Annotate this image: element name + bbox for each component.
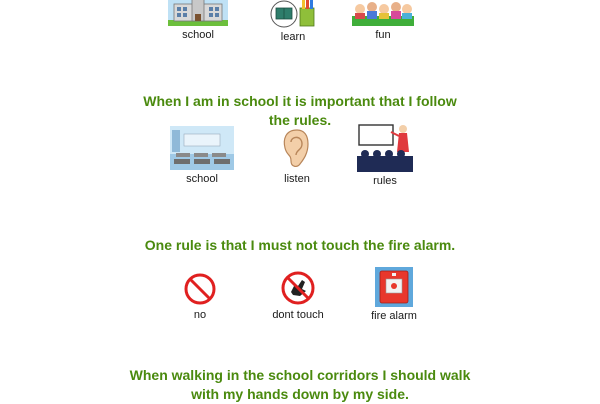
no-sign-icon [183, 272, 217, 306]
label-dont-touch: dont touch [272, 309, 324, 321]
symbol-classroom [152, 126, 252, 185]
sentence-follow-rules-line1: When I am in school it is important that I follow [143, 93, 457, 109]
symbol-listen [247, 126, 347, 185]
sentence-follow-rules [0, 92, 600, 130]
ear-icon [280, 126, 314, 170]
symbol-dont-touch [248, 270, 348, 321]
label-rules: rules [373, 175, 397, 187]
sentence-corridor-walking [0, 366, 600, 404]
label-fun: fun [375, 29, 391, 41]
symbol-school [148, 0, 248, 41]
label-fire-alarm: fire alarm [371, 310, 417, 322]
sentence-follow-rules-line2: the rules. [268, 112, 332, 128]
sentence-fire-alarm-rule-line1: One rule is that I must not touch the fire alarm. [144, 237, 456, 253]
sentence-corridor-walking-line1: When walking in the school corridors I should walk [129, 367, 471, 383]
sentence-corridor-walking-line2: with my hands down by my side. [191, 386, 409, 402]
symbol-fun [333, 0, 433, 41]
happy-children-icon [352, 0, 414, 26]
fire-alarm-icon [375, 267, 413, 307]
label-learn: learn [280, 31, 306, 43]
label-school: school [182, 29, 214, 41]
books-and-pencils-icon [264, 0, 322, 28]
symbol-no [150, 272, 250, 321]
label-school-2: school [186, 173, 218, 185]
label-listen: listen [284, 173, 310, 185]
label-no: no [193, 309, 207, 321]
symbol-fire-alarm [344, 267, 444, 322]
school-building-icon [168, 0, 228, 26]
sentence-fire-alarm-rule [0, 236, 600, 255]
teacher-at-board-icon [357, 122, 413, 172]
symbol-rules [335, 122, 435, 187]
classroom-icon [170, 126, 234, 170]
symbol-learn [243, 0, 343, 43]
do-not-touch-icon [280, 270, 316, 306]
